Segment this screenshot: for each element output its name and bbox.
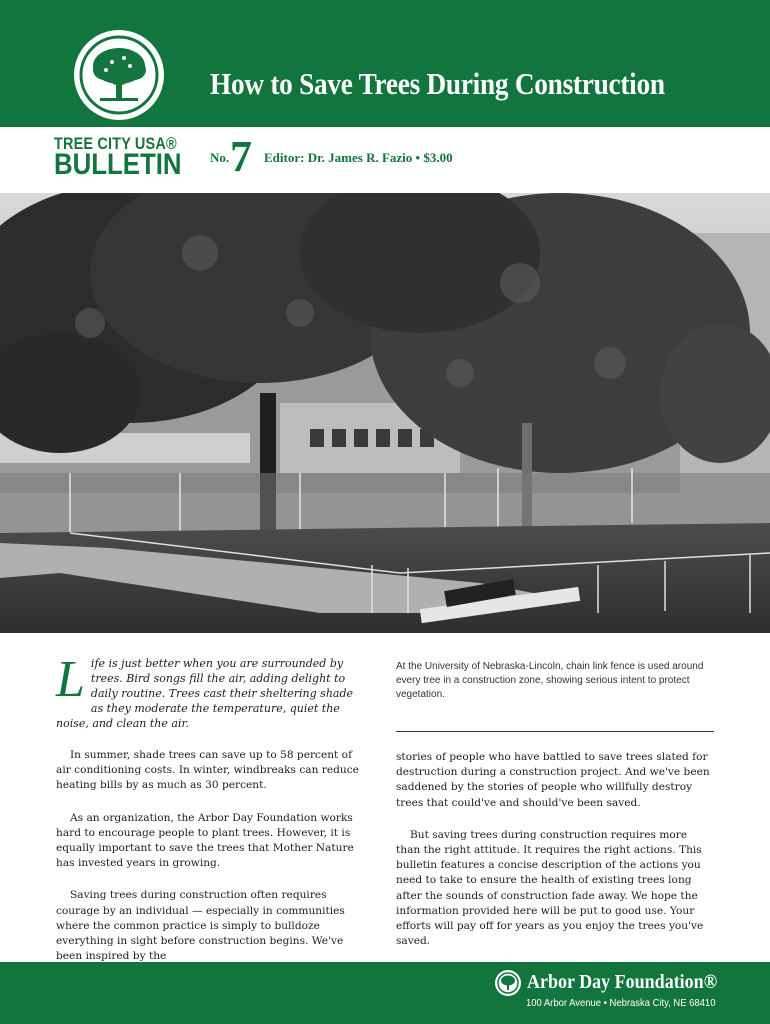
paragraph-5: But saving trees during construction requires more than the right attitude. It requires the right actions. This bulletin features a concise description of the actions you need to take to ensure the health of existing trees long after the sounds of construction fade away. We hope the information provided here will be put to good use. Your efforts will pay off for years as you enjoy the trees you've saved. bbox=[396, 828, 704, 948]
brand-top: TREE CITY USA® bbox=[54, 134, 177, 153]
right-column bbox=[396, 660, 714, 949]
paragraph-3: Saving trees during construction often requires courage by an individual — especially in communities where the common practice is simply to bulldoze everything in sight before construction begins. We've been inspired by the bbox=[56, 889, 345, 963]
tree-city-logo bbox=[74, 30, 164, 120]
paragraph-4: stories of people who have battled to save trees slated for destruction during a construction project. And we've been saddened by the stories of people who willfully destroy trees that could've and should've been saved. bbox=[396, 751, 710, 809]
editor-line: Editor: Dr. James R. Fazio • $3.00 bbox=[264, 150, 453, 165]
paragraph-2: As an organization, the Arbor Day Foundation works hard to encourage people to plant trees. However, it is equally important to save the trees that Mother Nature has invested years in growing. bbox=[56, 811, 354, 870]
tree-logo-icon bbox=[78, 34, 160, 116]
paragraph-1: In summer, shade trees can save up to 58 percent of air conditioning costs. In winter, windbreaks can reduce heating bills by as much as 30 percent. bbox=[56, 749, 359, 792]
arbor-tree-icon bbox=[497, 972, 519, 994]
issue-number: 7 bbox=[230, 132, 252, 181]
left-column bbox=[56, 651, 368, 964]
issue-label: No. bbox=[210, 150, 230, 165]
photo-caption: At the University of Nebraska-Lincoln, chain link fence is used around every tree in a construction zone, showing serious intent to protect vegetation. bbox=[396, 661, 704, 700]
footer-logo bbox=[495, 970, 521, 996]
footer-address: 100 Arbor Avenue • Nebraska City, NE 68410 bbox=[526, 997, 716, 1009]
intro-text: ife is just better when you are surrounded by trees. Bird songs fill the air, adding delight to daily routine. Trees cast their sheltering shade as they moderate the temperature, quiet the noise, and clean the air. bbox=[56, 657, 354, 730]
drop-cap: L bbox=[56, 651, 85, 708]
intro-paragraph bbox=[56, 651, 368, 731]
footer-org-name: Arbor Day Foundation® bbox=[527, 971, 718, 993]
page-title: How to Save Trees During Construction bbox=[210, 66, 665, 101]
construction-site-photo bbox=[0, 193, 770, 633]
divider bbox=[396, 731, 714, 732]
brand-bottom: BULLETIN bbox=[54, 148, 182, 181]
